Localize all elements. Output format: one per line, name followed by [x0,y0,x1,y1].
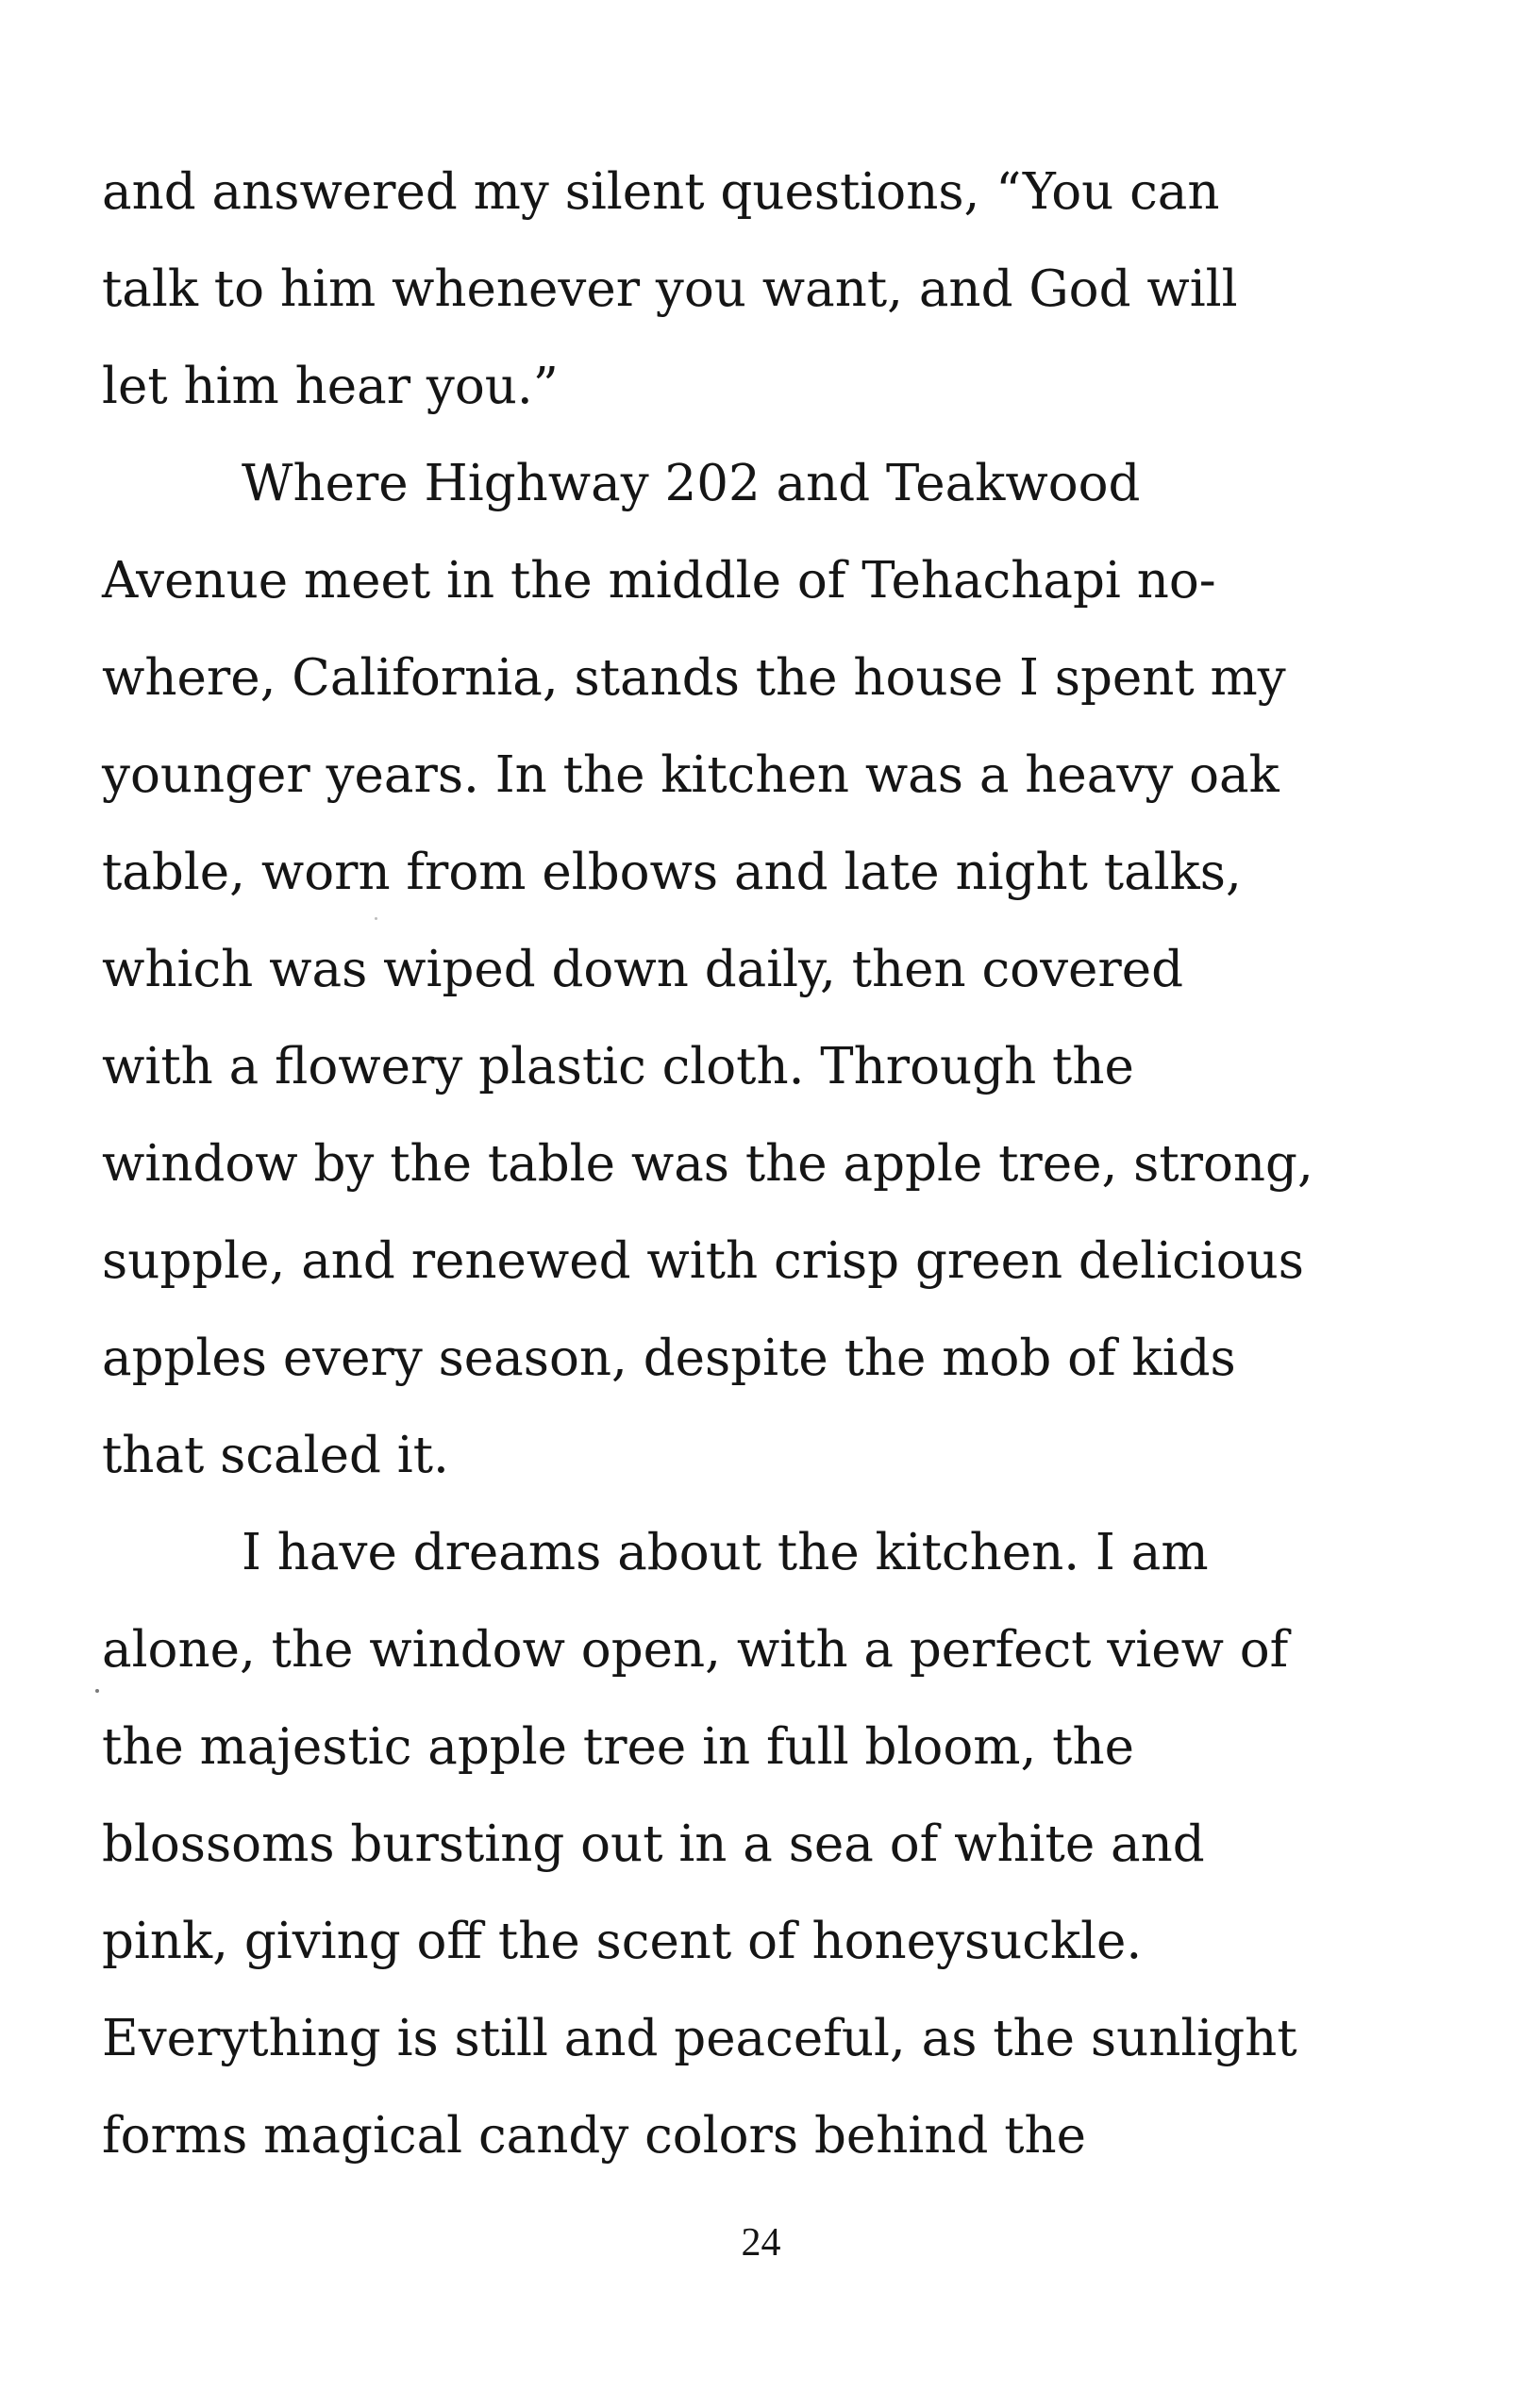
text-line: let him hear you.” [102,358,559,415]
paragraph-first-line: I have dreams about the kitchen. I am [242,1524,1209,1581]
text-line: pink, giving off the scent of honeysuckle. [102,1913,1143,1970]
text-line: with a flowery plastic cloth. Through the [102,1038,1134,1095]
scan-speck [375,917,377,920]
text-line: where, California, stands the house I spent my [102,649,1286,707]
text-line: younger years. In the kitchen was a heavy oak [102,746,1279,804]
text-line: and answered my silent questions, “You can [102,163,1220,221]
scan-speck [95,1689,99,1693]
text-line: the majestic apple tree in full bloom, the [102,1718,1134,1776]
page-number: 24 [741,2221,781,2265]
text-line: forms magical candy colors behind the [102,2107,1087,2165]
body-text [102,143,1423,2184]
text-line: blossoms bursting out in a sea of white and [102,1815,1205,1873]
text-line: Avenue meet in the middle of Tehachapi no- [102,552,1216,610]
text-line: Everything is still and peaceful, as the sunlight [102,2010,1297,2067]
paragraph-first-line: Where Highway 202 and Teakwood [242,455,1141,512]
text-line: apples every season, despite the mob of kids [102,1329,1236,1387]
text-line: that scaled it. [102,1427,449,1484]
text-line: window by the table was the apple tree, strong, [102,1135,1313,1193]
text-line: which was wiped down daily, then covered [102,941,1184,998]
text-line: alone, the window open, with a perfect view of [102,1621,1289,1679]
text-line: table, worn from elbows and late night talks, [102,844,1242,901]
text-line: supple, and renewed with crisp green delicious [102,1232,1304,1290]
text-line: talk to him whenever you want, and God will [102,260,1238,318]
